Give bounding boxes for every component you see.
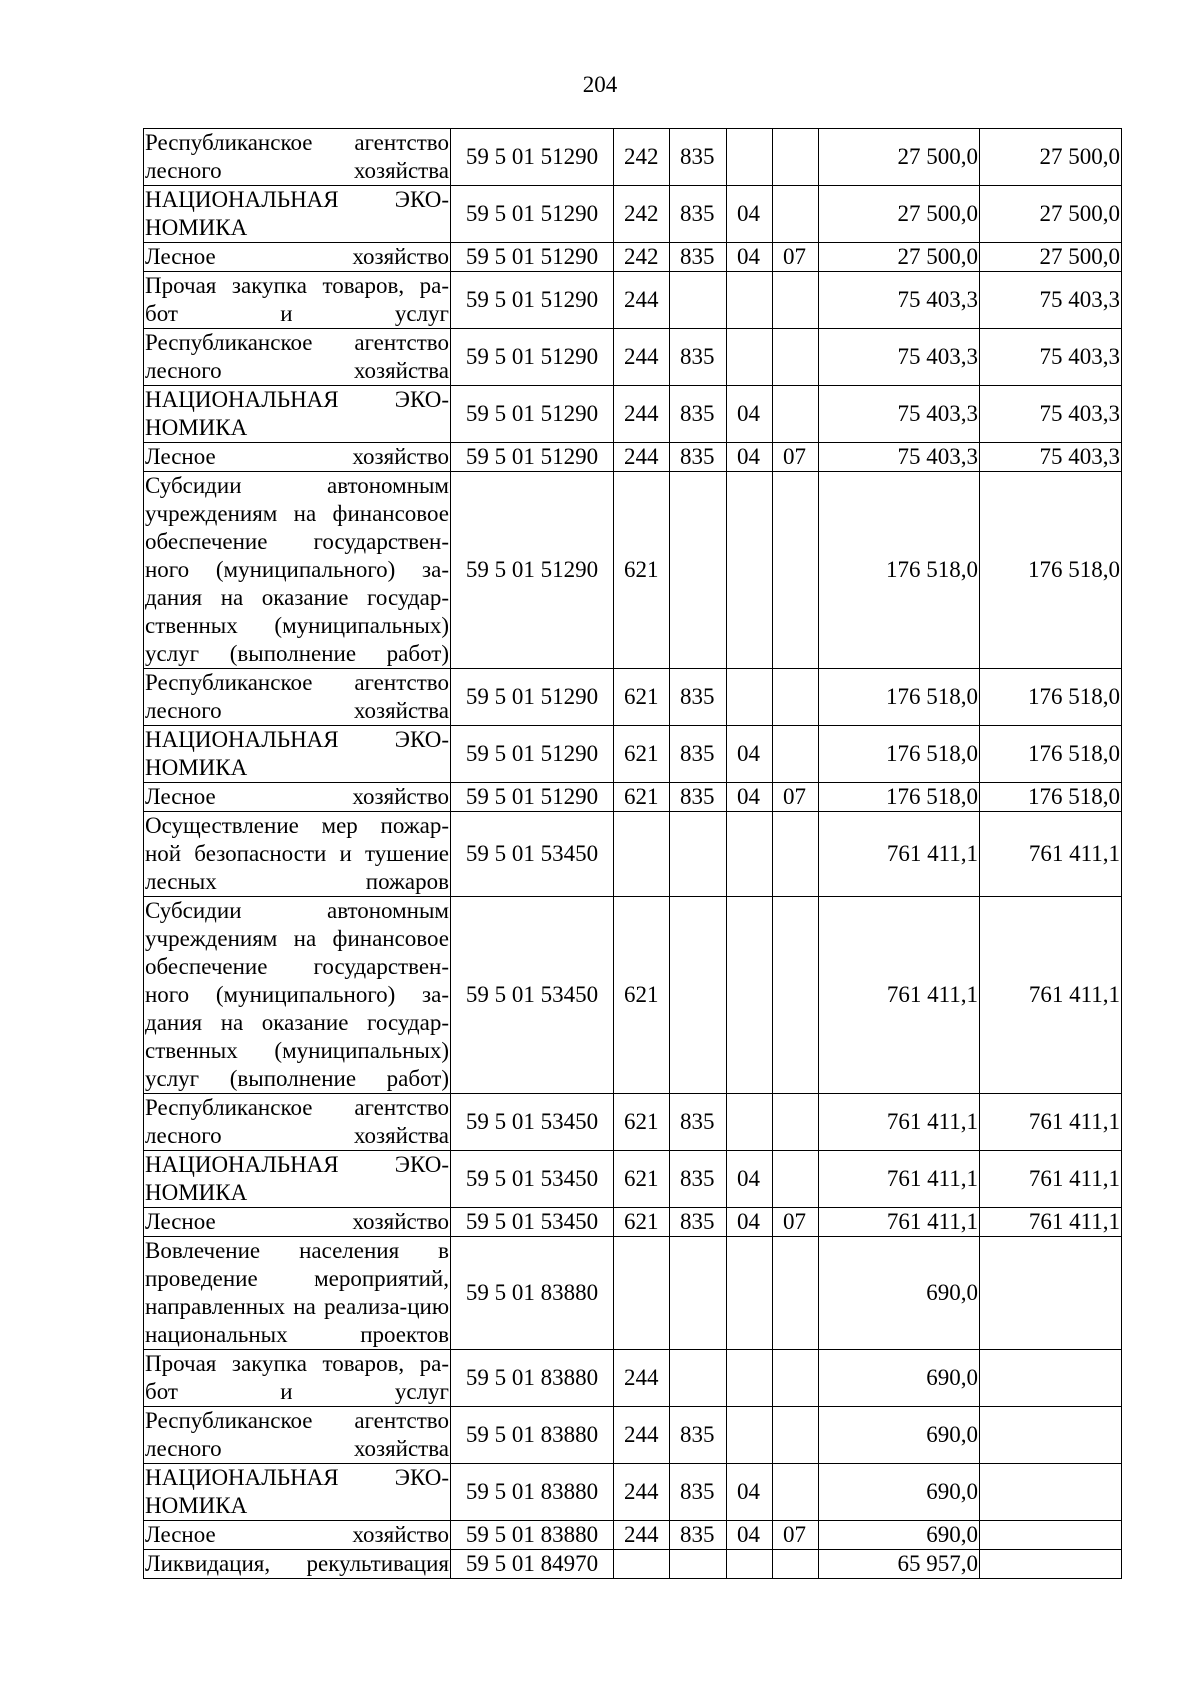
expense-type-cell: 621: [614, 1151, 670, 1208]
administrator-cell: 835: [670, 443, 727, 472]
amount-year2-cell: [980, 1237, 1122, 1350]
row-name-cell: Прочая закупка товаров, ра-бот и услуг: [144, 1350, 451, 1407]
subsection-cell: [773, 1464, 819, 1521]
amount-year1-cell: 65 957,0: [819, 1550, 980, 1579]
administrator-cell: [670, 472, 727, 669]
target-article-cell: 59 5 01 51290: [451, 443, 614, 472]
table-row: [144, 386, 1122, 443]
administrator-cell: [670, 272, 727, 329]
expense-type-cell: 242: [614, 129, 670, 186]
target-article-cell: 59 5 01 51290: [451, 669, 614, 726]
row-name-cell: Республиканское агентство лесного хозяйства: [144, 1094, 451, 1151]
section-cell: 04: [727, 1151, 773, 1208]
amount-year1-cell: 761 411,1: [819, 1151, 980, 1208]
target-article-cell: 59 5 01 51290: [451, 386, 614, 443]
section-cell: 04: [727, 386, 773, 443]
subsection-cell: [773, 669, 819, 726]
row-name-cell: Республиканское агентство лесного хозяйства: [144, 329, 451, 386]
amount-year1-cell: 27 500,0: [819, 186, 980, 243]
amount-year2-cell: 761 411,1: [980, 812, 1122, 897]
amount-year2-cell: 75 403,3: [980, 329, 1122, 386]
subsection-cell: [773, 129, 819, 186]
expense-type-cell: 621: [614, 897, 670, 1094]
row-name-cell: Ликвидация, рекультивация: [144, 1550, 451, 1579]
subsection-cell: [773, 1550, 819, 1579]
administrator-cell: 835: [670, 1094, 727, 1151]
expense-type-cell: 621: [614, 472, 670, 669]
row-name-cell: Осуществление мер пожар-ной безопасности и тушение лесных пожаров: [144, 812, 451, 897]
section-cell: 04: [727, 1521, 773, 1550]
amount-year1-cell: 761 411,1: [819, 812, 980, 897]
amount-year2-cell: 761 411,1: [980, 1094, 1122, 1151]
table-row: [144, 1407, 1122, 1464]
expense-type-cell: 621: [614, 1208, 670, 1237]
section-cell: 04: [727, 243, 773, 272]
table-row: [144, 1151, 1122, 1208]
administrator-cell: 835: [670, 243, 727, 272]
page-number: 204: [582, 72, 618, 97]
administrator-cell: 835: [670, 329, 727, 386]
expense-type-cell: 244: [614, 386, 670, 443]
target-article-cell: 59 5 01 83880: [451, 1464, 614, 1521]
expense-type-cell: 244: [614, 1521, 670, 1550]
section-cell: [727, 669, 773, 726]
expense-type-cell: [614, 1550, 670, 1579]
administrator-cell: 835: [670, 186, 727, 243]
subsection-cell: [773, 1151, 819, 1208]
section-cell: [727, 472, 773, 669]
amount-year1-cell: 75 403,3: [819, 443, 980, 472]
section-cell: [727, 129, 773, 186]
amount-year2-cell: 75 403,3: [980, 443, 1122, 472]
section-cell: 04: [727, 186, 773, 243]
table-row: [144, 1550, 1122, 1579]
table-row: [144, 472, 1122, 669]
section-cell: [727, 897, 773, 1094]
target-article-cell: 59 5 01 51290: [451, 726, 614, 783]
amount-year2-cell: 27 500,0: [980, 243, 1122, 272]
row-name-cell: НАЦИОНАЛЬНАЯ ЭКО-НОМИКА: [144, 726, 451, 783]
amount-year1-cell: 75 403,3: [819, 272, 980, 329]
table-row: [144, 1521, 1122, 1550]
section-cell: [727, 812, 773, 897]
amount-year1-cell: 176 518,0: [819, 472, 980, 669]
amount-year1-cell: 75 403,3: [819, 329, 980, 386]
row-name-cell: Лесное хозяйство: [144, 443, 451, 472]
target-article-cell: 59 5 01 53450: [451, 812, 614, 897]
administrator-cell: 835: [670, 1464, 727, 1521]
target-article-cell: 59 5 01 83880: [451, 1407, 614, 1464]
row-name-cell: НАЦИОНАЛЬНАЯ ЭКО-НОМИКА: [144, 1151, 451, 1208]
table-row: [144, 329, 1122, 386]
section-cell: [727, 272, 773, 329]
subsection-cell: [773, 1407, 819, 1464]
subsection-cell: [773, 726, 819, 783]
expense-type-cell: 242: [614, 186, 670, 243]
row-name-cell: НАЦИОНАЛЬНАЯ ЭКО-НОМИКА: [144, 1464, 451, 1521]
administrator-cell: [670, 812, 727, 897]
amount-year1-cell: 690,0: [819, 1464, 980, 1521]
amount-year1-cell: 690,0: [819, 1407, 980, 1464]
administrator-cell: 835: [670, 129, 727, 186]
subsection-cell: 07: [773, 1521, 819, 1550]
target-article-cell: 59 5 01 53450: [451, 897, 614, 1094]
amount-year2-cell: 27 500,0: [980, 186, 1122, 243]
expense-type-cell: 244: [614, 1464, 670, 1521]
table-row: [144, 726, 1122, 783]
subsection-cell: [773, 186, 819, 243]
expense-type-cell: 621: [614, 783, 670, 812]
row-name-cell: Республиканское агентство лесного хозяйства: [144, 669, 451, 726]
row-name-cell: Республиканское агентство лесного хозяйства: [144, 1407, 451, 1464]
amount-year2-cell: 176 518,0: [980, 726, 1122, 783]
target-article-cell: 59 5 01 51290: [451, 472, 614, 669]
amount-year1-cell: 761 411,1: [819, 897, 980, 1094]
expense-type-cell: 621: [614, 669, 670, 726]
amount-year2-cell: 761 411,1: [980, 1208, 1122, 1237]
target-article-cell: 59 5 01 83880: [451, 1350, 614, 1407]
target-article-cell: 59 5 01 51290: [451, 329, 614, 386]
amount-year1-cell: 27 500,0: [819, 243, 980, 272]
amount-year1-cell: 690,0: [819, 1350, 980, 1407]
section-cell: 04: [727, 443, 773, 472]
row-name-cell: Субсидии автономным учреждениям на финансовое обеспечение государствен-ного (муниципального) за-дания на оказание государ-ственных (муниципальных) услуг (выполнение работ): [144, 897, 451, 1094]
subsection-cell: [773, 386, 819, 443]
amount-year1-cell: 690,0: [819, 1237, 980, 1350]
row-name-cell: Вовлечение населения в проведение мероприятий, направленных на реализа-цию национальных проектов: [144, 1237, 451, 1350]
target-article-cell: 59 5 01 51290: [451, 243, 614, 272]
amount-year2-cell: 75 403,3: [980, 386, 1122, 443]
table-row: [144, 1237, 1122, 1350]
amount-year2-cell: 176 518,0: [980, 472, 1122, 669]
target-article-cell: 59 5 01 51290: [451, 272, 614, 329]
table-row: [144, 1464, 1122, 1521]
budget-table-body: [144, 129, 1122, 1579]
row-name-cell: НАЦИОНАЛЬНАЯ ЭКО-НОМИКА: [144, 186, 451, 243]
row-name-cell: Лесное хозяйство: [144, 1521, 451, 1550]
table-row: [144, 243, 1122, 272]
amount-year2-cell: 176 518,0: [980, 783, 1122, 812]
administrator-cell: [670, 897, 727, 1094]
target-article-cell: 59 5 01 51290: [451, 186, 614, 243]
table-row: [144, 1094, 1122, 1151]
table-row: [144, 186, 1122, 243]
administrator-cell: 835: [670, 1208, 727, 1237]
administrator-cell: [670, 1550, 727, 1579]
table-row: [144, 897, 1122, 1094]
amount-year1-cell: 761 411,1: [819, 1208, 980, 1237]
expense-type-cell: 244: [614, 1407, 670, 1464]
amount-year1-cell: 27 500,0: [819, 129, 980, 186]
row-name-cell: Лесное хозяйство: [144, 1208, 451, 1237]
amount-year1-cell: 761 411,1: [819, 1094, 980, 1151]
administrator-cell: 835: [670, 1151, 727, 1208]
expense-type-cell: [614, 812, 670, 897]
subsection-cell: 07: [773, 243, 819, 272]
amount-year2-cell: 75 403,3: [980, 272, 1122, 329]
budget-table: [143, 128, 1122, 1579]
amount-year2-cell: 176 518,0: [980, 669, 1122, 726]
subsection-cell: 07: [773, 1208, 819, 1237]
expense-type-cell: 621: [614, 1094, 670, 1151]
subsection-cell: [773, 1094, 819, 1151]
amount-year1-cell: 75 403,3: [819, 386, 980, 443]
target-article-cell: 59 5 01 83880: [451, 1237, 614, 1350]
subsection-cell: [773, 272, 819, 329]
table-row: [144, 783, 1122, 812]
table-row: [144, 812, 1122, 897]
target-article-cell: 59 5 01 84970: [451, 1550, 614, 1579]
table-row: [144, 272, 1122, 329]
row-name-cell: Прочая закупка товаров, ра-бот и услуг: [144, 272, 451, 329]
expense-type-cell: 244: [614, 272, 670, 329]
administrator-cell: [670, 1350, 727, 1407]
section-cell: [727, 1094, 773, 1151]
subsection-cell: [773, 1350, 819, 1407]
target-article-cell: 59 5 01 51290: [451, 783, 614, 812]
amount-year2-cell: 761 411,1: [980, 897, 1122, 1094]
administrator-cell: 835: [670, 726, 727, 783]
amount-year1-cell: 176 518,0: [819, 783, 980, 812]
section-cell: [727, 1407, 773, 1464]
subsection-cell: [773, 812, 819, 897]
subsection-cell: 07: [773, 443, 819, 472]
expense-type-cell: 621: [614, 726, 670, 783]
table-row: [144, 1350, 1122, 1407]
section-cell: [727, 329, 773, 386]
amount-year2-cell: 27 500,0: [980, 129, 1122, 186]
section-cell: 04: [727, 1464, 773, 1521]
subsection-cell: [773, 329, 819, 386]
administrator-cell: 835: [670, 1407, 727, 1464]
target-article-cell: 59 5 01 53450: [451, 1208, 614, 1237]
section-cell: 04: [727, 1208, 773, 1237]
table-row: [144, 129, 1122, 186]
table-row: [144, 443, 1122, 472]
section-cell: [727, 1550, 773, 1579]
subsection-cell: [773, 472, 819, 669]
row-name-cell: Лесное хозяйство: [144, 243, 451, 272]
amount-year1-cell: 176 518,0: [819, 669, 980, 726]
amount-year2-cell: [980, 1521, 1122, 1550]
row-name-cell: Республиканское агентство лесного хозяйства: [144, 129, 451, 186]
administrator-cell: 835: [670, 669, 727, 726]
expense-type-cell: [614, 1237, 670, 1350]
amount-year2-cell: 761 411,1: [980, 1151, 1122, 1208]
administrator-cell: [670, 1237, 727, 1350]
amount-year2-cell: [980, 1464, 1122, 1521]
amount-year2-cell: [980, 1350, 1122, 1407]
expense-type-cell: 244: [614, 329, 670, 386]
administrator-cell: 835: [670, 783, 727, 812]
subsection-cell: [773, 1237, 819, 1350]
subsection-cell: [773, 897, 819, 1094]
target-article-cell: 59 5 01 53450: [451, 1094, 614, 1151]
table-row: [144, 669, 1122, 726]
amount-year2-cell: [980, 1550, 1122, 1579]
expense-type-cell: 242: [614, 243, 670, 272]
amount-year1-cell: 176 518,0: [819, 726, 980, 783]
target-article-cell: 59 5 01 51290: [451, 129, 614, 186]
row-name-cell: Лесное хозяйство: [144, 783, 451, 812]
section-cell: [727, 1350, 773, 1407]
amount-year1-cell: 690,0: [819, 1521, 980, 1550]
target-article-cell: 59 5 01 53450: [451, 1151, 614, 1208]
section-cell: 04: [727, 783, 773, 812]
row-name-cell: Субсидии автономным учреждениям на финансовое обеспечение государствен-ного (муниципального) за-дания на оказание государ-ственных (муниципальных) услуг (выполнение работ): [144, 472, 451, 669]
amount-year2-cell: [980, 1407, 1122, 1464]
administrator-cell: 835: [670, 386, 727, 443]
target-article-cell: 59 5 01 83880: [451, 1521, 614, 1550]
section-cell: [727, 1237, 773, 1350]
row-name-cell: НАЦИОНАЛЬНАЯ ЭКО-НОМИКА: [144, 386, 451, 443]
administrator-cell: 835: [670, 1521, 727, 1550]
expense-type-cell: 244: [614, 443, 670, 472]
subsection-cell: 07: [773, 783, 819, 812]
section-cell: 04: [727, 726, 773, 783]
table-row: [144, 1208, 1122, 1237]
expense-type-cell: 244: [614, 1350, 670, 1407]
